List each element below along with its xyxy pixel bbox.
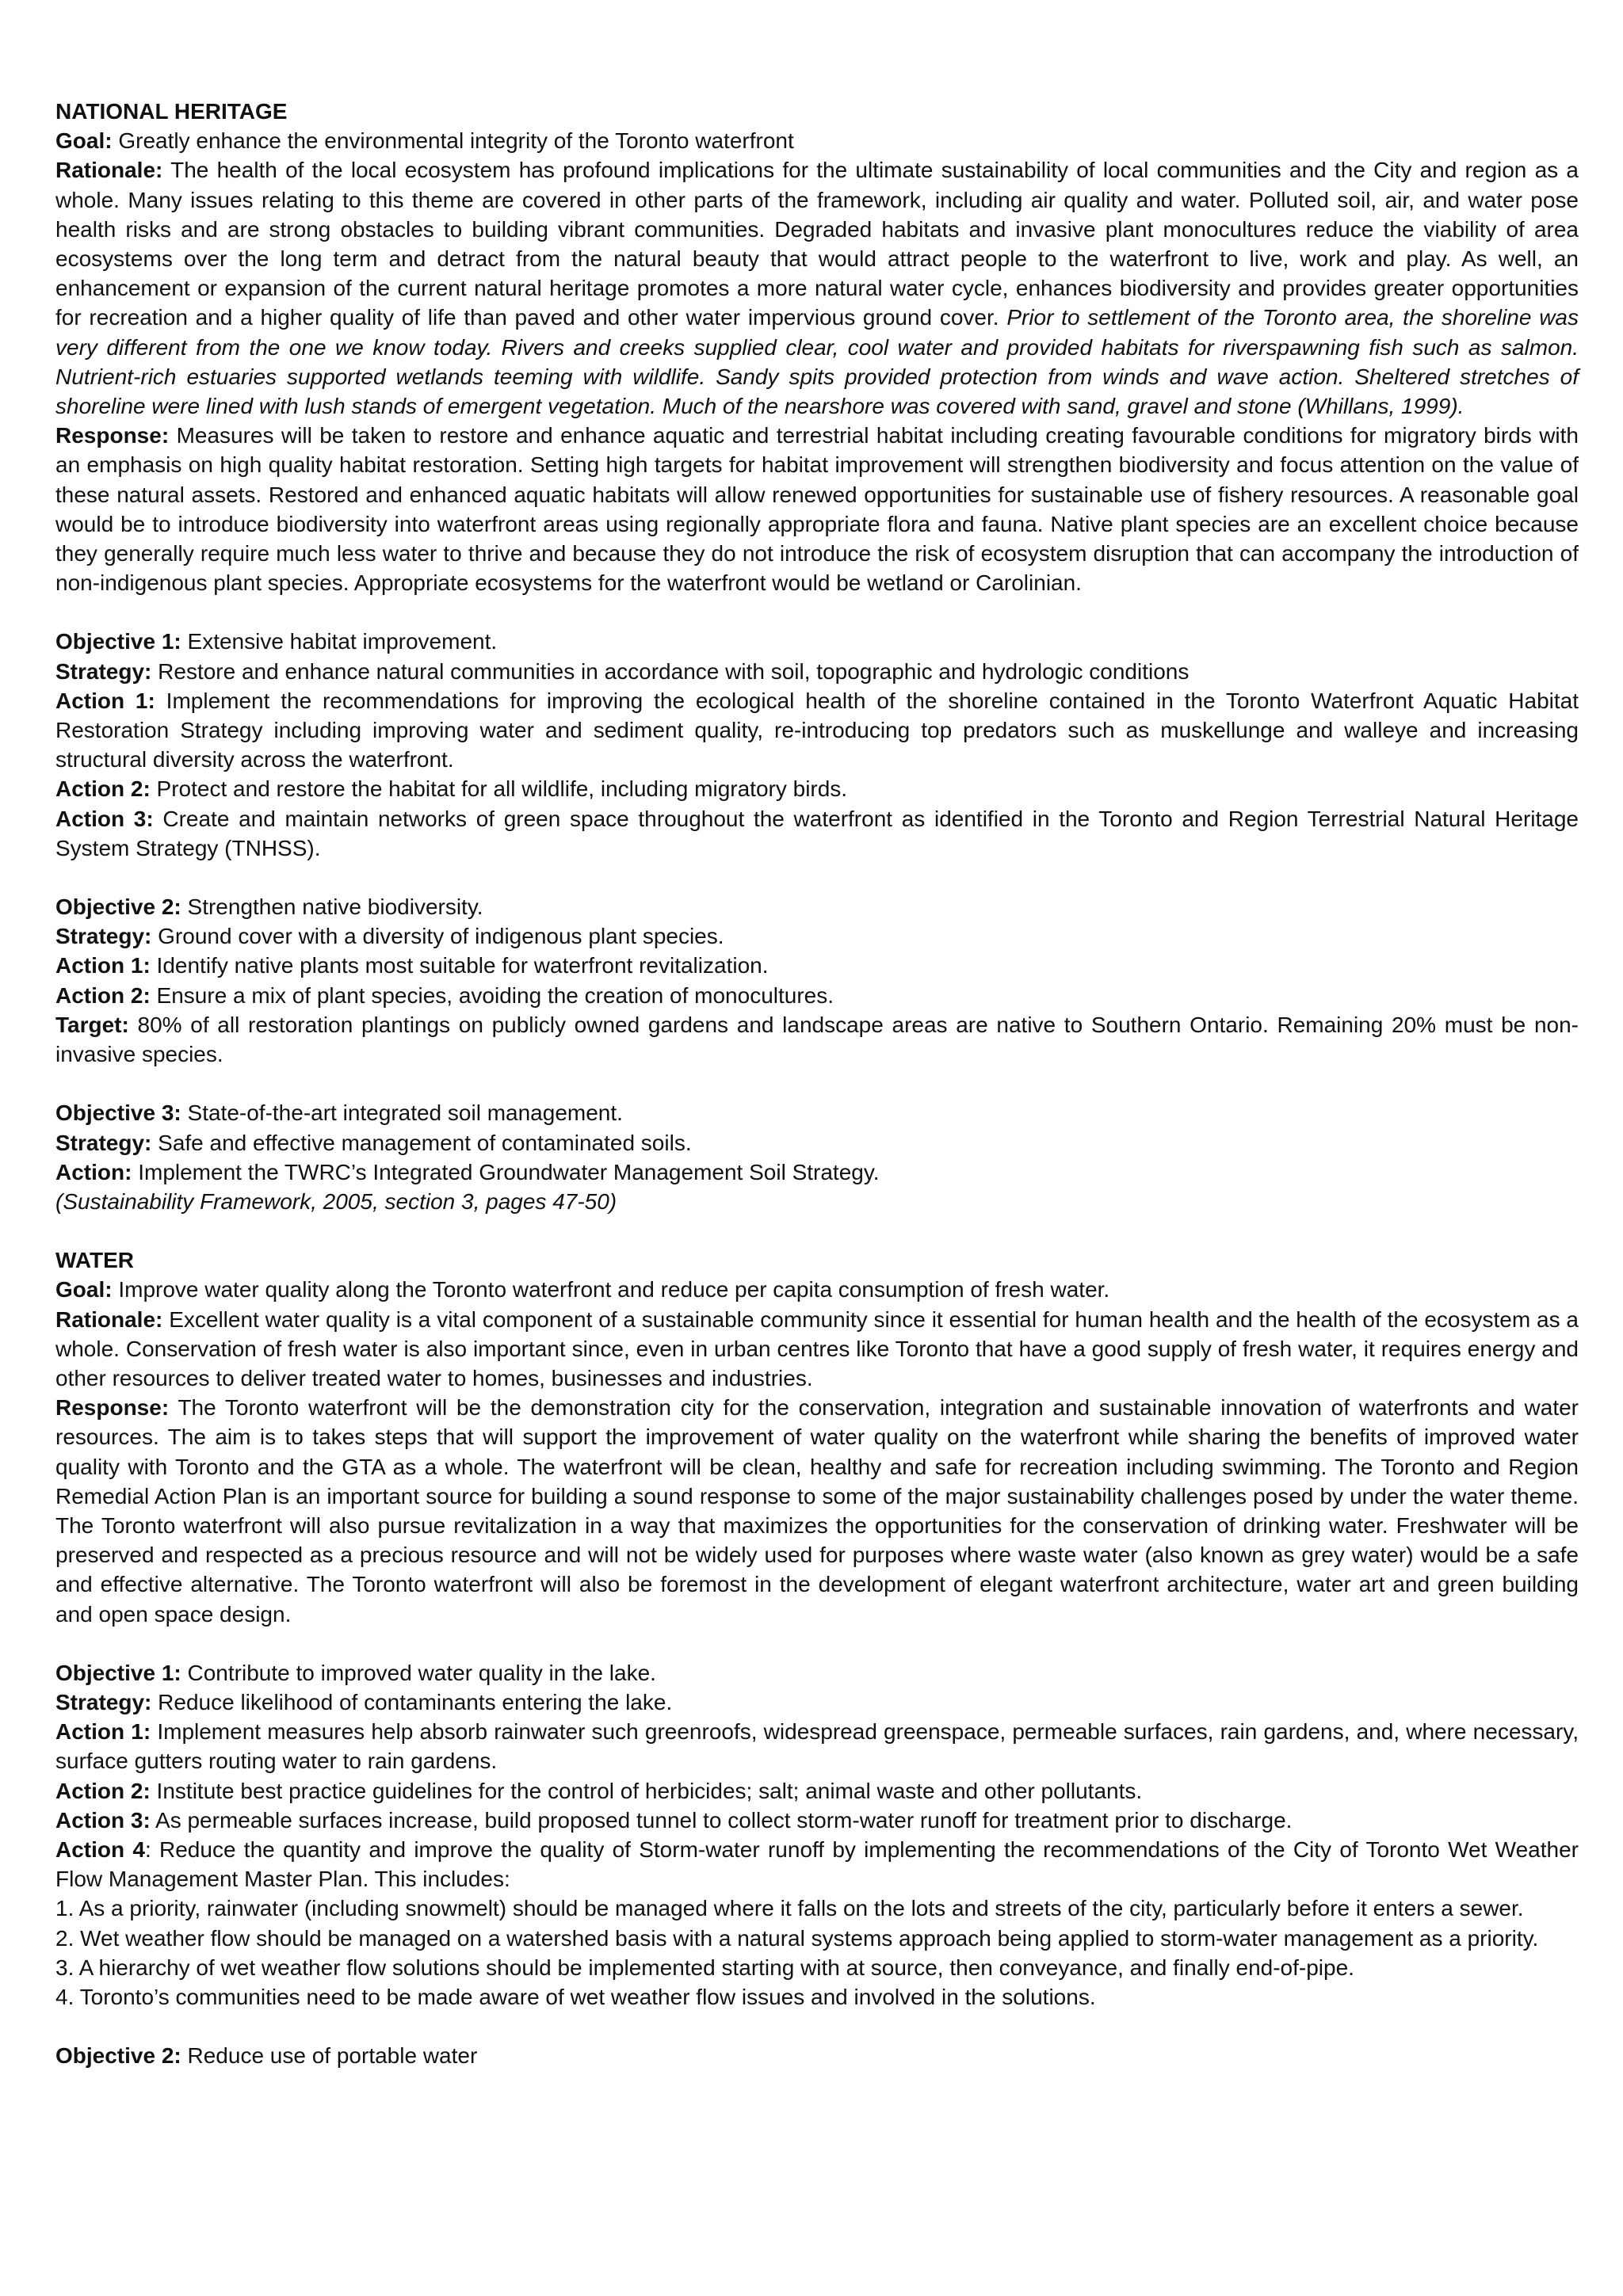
rationale-italic: Prior to settlement of the Toronto area, the shoreline was very different from the one we know today. Rivers and creeks supplied clear, cool water and provided habitats for riverspawning fish such as salmon. Nutrient-rich estuaries supported wetlands teeming with wildlife. Sandy spits provided protection from winds and wave action. Sheltered stretches of shoreline were lined with lush stands of emergent vegetation. Much of the nearshore was covered with sand, gravel and stone (Whillans, 1999).: [55, 305, 1579, 419]
action-text: Institute best practice guidelines for the control of herbicides; salt; animal waste and other pollutants.: [150, 1778, 1143, 1803]
objective-label: Objective 1:: [55, 629, 181, 654]
objective-text: Reduce use of portable water: [181, 2043, 478, 2069]
heritage-obj1-strategy: [55, 657, 1579, 686]
action-text: Identify native plants most suitable for waterfront revitalization.: [150, 953, 769, 978]
action-label: Action 2:: [55, 1778, 151, 1803]
action-label: Action 4: [55, 1836, 145, 1862]
action-label: Action 2:: [55, 776, 151, 802]
action-text: : Reduce the quantity and improve the quality of Storm-water runoff by implementing the recommendations of the City of Toronto Wet Weather Flow Management Master Plan. This includes:: [55, 1836, 1579, 1892]
strategy-label: Strategy:: [55, 924, 152, 949]
strategy-label: Strategy:: [55, 658, 152, 684]
document-page: [55, 97, 1579, 2070]
objective-label: Objective 2:: [55, 2043, 181, 2069]
action-label: Action 1:: [55, 953, 151, 978]
strategy-text: Reduce likelihood of contaminants entering the lake.: [151, 1689, 673, 1714]
water-response: [55, 1393, 1579, 1629]
water-obj1-action-2: [55, 1776, 1579, 1806]
water-obj1-action-3: [55, 1806, 1579, 1835]
strategy-label: Strategy:: [55, 1130, 152, 1155]
strategy-label: Strategy:: [55, 1689, 152, 1714]
heritage-objective-2: [55, 892, 1579, 921]
goal-label: Goal:: [55, 1277, 113, 1302]
list-item: 4. Toronto’s communities need to be made aware of wet weather flow issues and involved in the solutions.: [55, 1984, 1096, 2009]
heritage-obj3-action: [55, 1158, 1579, 1187]
strategy-text: Ground cover with a diversity of indigenous plant species.: [151, 924, 724, 949]
action-label: Action 2:: [55, 982, 151, 1008]
heritage-obj2-strategy: [55, 921, 1579, 951]
action-text: Create and maintain networks of green space throughout the waterfront as identified in the Toronto and Region Terrestrial Natural Heritage System Strategy (TNHSS).: [55, 806, 1579, 860]
list-item: 3. A hierarchy of wet weather flow solutions should be implemented starting with at source, then conveyance, and finally end-of-pipe.: [55, 1955, 1354, 1980]
objective-text: Contribute to improved water quality in the lake.: [181, 1660, 656, 1685]
heritage-obj3-strategy: [55, 1128, 1579, 1158]
list-item: 1. As a priority, rainwater (including snowmelt) should be managed where it falls on the lots and streets of the city, particularly before it enters a sewer.: [55, 1896, 1524, 1921]
response-label: Response:: [55, 1395, 170, 1421]
target-text: 80% of all restoration plantings on publicly owned gardens and landscape areas are native to Southern Ontario. Remaining 20% must be non-invasive species.: [55, 1012, 1579, 1067]
action-text: Protect and restore the habitat for all wildlife, including migratory birds.: [150, 776, 848, 802]
action-label: Action:: [55, 1159, 132, 1184]
list-item: 2. Wet weather flow should be managed on a watershed basis with a natural systems approach being applied to storm-water management as a priority.: [55, 1925, 1539, 1951]
action-text: Ensure a mix of plant species, avoiding the creation of monocultures.: [150, 982, 834, 1008]
heritage-citation: [55, 1187, 1579, 1216]
response-text: Measures will be taken to restore and enhance aquatic and terrestrial habitat including creating favourable conditions for migratory birds with an emphasis on high quality habitat restoration. Setting high targets for habitat improvement will strengthen biodiversity and focus attention on the value of these natural assets. Restored and enhanced aquatic habitats will allow renewed opportunities for sustainable use of fishery resources. A reasonable goal would be to introduce biodiversity into waterfront areas using regionally appropriate flora and fauna. Native plant species are an excellent choice because they generally require much less water to thrive and because they do not introduce the risk of ecosystem disruption that can accompany the introduction of non-indigenous plant species. Appropriate ecosystems for the waterfront would be wetland or Carolinian.: [55, 423, 1579, 596]
response-label: Response:: [55, 423, 170, 448]
objective-text: Strengthen native biodiversity.: [181, 894, 483, 920]
action-label: Action 3:: [55, 806, 154, 831]
water-goal: [55, 1275, 1579, 1304]
water-rationale: [55, 1305, 1579, 1394]
rationale-text: The health of the local ecosystem has profound implications for the ultimate sustainability of local communities and the City and region as a whole. Many issues relating to this theme are covered in other parts of the framework, including air quality and water. Polluted soil, air, and water pose health risks and are strong obstacles to building vibrant communities. Degraded habitats and invasive plant monocultures reduce the viability of area ecosystems over the long term and detract from the natural beauty that would attract people to the waterfront to live, work and play. As well, an enhancement or expansion of the current natural heritage promotes a more natural water cycle, enhances biodiversity and provides greater opportunities for recreation and a higher quality of life than paved and other water impervious ground cover.: [55, 158, 1579, 330]
action-label: Action 1:: [55, 1719, 151, 1745]
water-obj1-strategy: [55, 1688, 1579, 1717]
strategy-text: Safe and effective management of contaminated soils.: [151, 1130, 692, 1155]
target-label: Target:: [55, 1012, 129, 1037]
objective-text: Extensive habitat improvement.: [181, 629, 498, 654]
water-objective-2: [55, 2041, 1579, 2070]
objective-text: State-of-the-art integrated soil management.: [181, 1100, 623, 1126]
heritage-objective-3: [55, 1098, 1579, 1127]
heritage-goal: [55, 126, 1579, 155]
action-text: Implement measures help absorb rainwater such greenroofs, widespread greenspace, permeable surfaces, rain gardens, and, where necessary, surface gutters routing water to rain gardens.: [55, 1719, 1579, 1774]
heritage-obj2-target: [55, 1010, 1579, 1069]
heritage-obj1-action-3: [55, 804, 1579, 863]
heritage-obj2-action-1: [55, 951, 1579, 980]
heritage-obj1-action-1: [55, 686, 1579, 775]
goal-label: Goal:: [55, 128, 113, 154]
action-label: Action 3:: [55, 1807, 151, 1833]
action-text: Implement the recommendations for improving the ecological health of the shoreline contained in the Toronto Waterfront Aquatic Habitat Restoration Strategy including improving water and sediment quality, re-introducing top predators such as muskellunge and walleye and increasing structural diversity across the waterfront.: [55, 688, 1579, 772]
goal-text: Improve water quality along the Toronto waterfront and reduce per capita consumption of fresh water.: [112, 1277, 1110, 1302]
section-heading-heritage: NATIONAL HERITAGE: [55, 99, 288, 124]
response-text: The Toronto waterfront will be the demonstration city for the conservation, integration and sustainable innovation of waterfronts and water resources. The aim is to takes steps that will support the improvement of water quality on the waterfront while sharing the benefits of improved water quality with Toronto and the GTA as a whole. The waterfront will be clean, healthy and safe for recreation including swimming. The Toronto and Region Remedial Action Plan is an important source for building a sound response to some of the major sustainability challenges posed by under the water theme. The Toronto waterfront will also pursue revitalization in a way that maximizes the opportunities for the conservation of drinking water. Freshwater will be preserved and respected as a precious resource and will not be widely used for purposes where waste water (also known as grey water) would be a safe and effective alternative. The Toronto waterfront will also be foremost in the development of elegant waterfront architecture, water art and green building and open space design.: [55, 1395, 1579, 1627]
heritage-obj1-action-2: [55, 774, 1579, 803]
heritage-rationale: [55, 155, 1579, 421]
rationale-text: Excellent water quality is a vital component of a sustainable community since it essential for human health and the health of the ecosystem as a whole. Conservation of fresh water is also important since, even in urban centres like Toronto that have a good supply of fresh water, it requires energy and other resources to deliver treated water to homes, businesses and industries.: [55, 1306, 1579, 1390]
water-obj1-action-1: [55, 1717, 1579, 1775]
rationale-label: Rationale:: [55, 1306, 163, 1332]
strategy-text: Restore and enhance natural communities in accordance with soil, topographic and hydrologic conditions: [151, 658, 1190, 684]
action-text: Implement the TWRC’s Integrated Groundwater Management Soil Strategy.: [132, 1159, 880, 1184]
water-objective-1: [55, 1658, 1579, 1688]
objective-label: Objective 3:: [55, 1100, 181, 1126]
heritage-response: [55, 421, 1579, 597]
heritage-obj2-action-2: [55, 981, 1579, 1010]
action-label: Action 1:: [55, 688, 155, 713]
water-obj1-action-4: [55, 1835, 1579, 1894]
rationale-label: Rationale:: [55, 158, 163, 183]
objective-label: Objective 1:: [55, 1660, 181, 1685]
citation-text: (Sustainability Framework, 2005, section 3, pages 47-50): [55, 1188, 617, 1214]
section-heading-water: WATER: [55, 1248, 135, 1273]
heritage-objective-1: [55, 627, 1579, 656]
objective-label: Objective 2:: [55, 894, 181, 920]
action-text: As permeable surfaces increase, build proposed tunnel to collect storm-water runoff for treatment prior to discharge.: [150, 1807, 1293, 1833]
goal-text: Greatly enhance the environmental integrity of the Toronto waterfront: [112, 128, 794, 154]
